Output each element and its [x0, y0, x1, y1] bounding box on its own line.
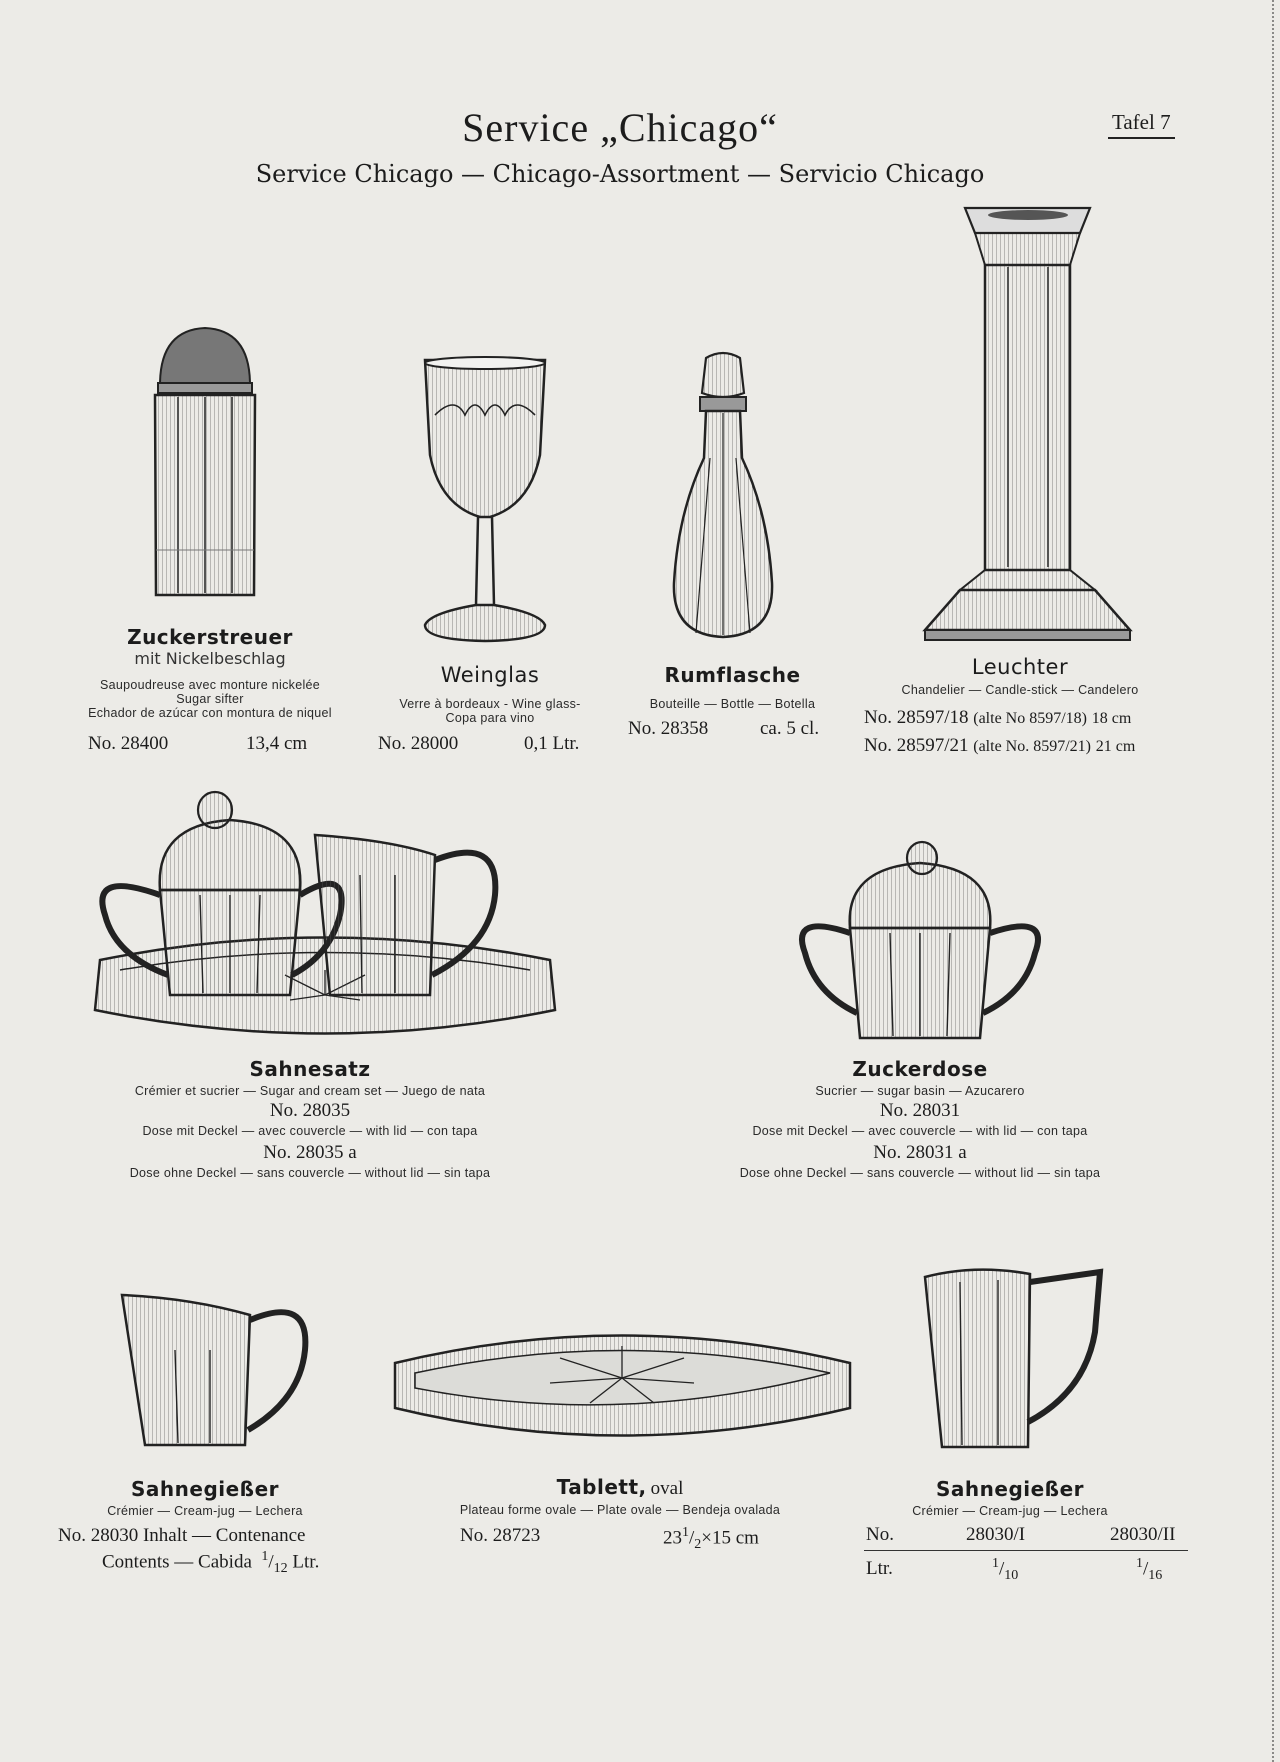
- table-value-2: $^1/_{16}$: [1136, 1556, 1163, 1584]
- item-old-number: (alte No 8597/18): [973, 710, 1087, 727]
- table-header-variant-2: 28030/II: [1110, 1524, 1176, 1545]
- item-name: Zuckerstreuer: [127, 625, 293, 649]
- fraction-denominator: 12: [273, 1561, 288, 1577]
- size-integer: 23: [663, 1527, 682, 1549]
- size-fraction-numerator: 1: [682, 1525, 689, 1540]
- item-weinglas: [370, 663, 610, 725]
- size-fraction-denominator: 2: [694, 1537, 702, 1553]
- item-name: Tablett,: [556, 1475, 647, 1499]
- item-name: Sahnesatz: [249, 1057, 371, 1081]
- table-unit: Ltr.: [866, 1558, 893, 1579]
- fraction-numerator: 1: [992, 1556, 999, 1571]
- item-number-21: [864, 735, 1135, 757]
- item-desc: Chandelier — Candle-stick — Candelero: [901, 683, 1139, 697]
- item-number: No. 28400: [88, 733, 169, 754]
- item-size: 21 cm: [1095, 738, 1136, 755]
- plate-number: Tafel 7: [1108, 110, 1175, 139]
- item-number-variant: No. 28031 a: [873, 1142, 967, 1163]
- item-sahnegiesser-1: [60, 1477, 350, 1518]
- item-contents-label: Contents — Cabida: [102, 1551, 252, 1573]
- item-desc-with-lid: Dose mit Deckel — avec couvercle — with lid — con tapa: [142, 1124, 478, 1138]
- item-size: $23^1/_2\times 15$ cm: [663, 1525, 759, 1553]
- item-name: Leuchter: [971, 655, 1069, 679]
- item-desc-without-lid: Dose ohne Deckel — sans couvercle — without lid — sin tapa: [739, 1166, 1101, 1180]
- item-old-number: (alte No. 8597/21): [973, 738, 1091, 755]
- item-rumflasche: [620, 663, 845, 711]
- item-desc: Crémier — Cream-jug — Lechera: [107, 1504, 303, 1518]
- item-subtitle: mit Nickelbeschlag: [134, 649, 286, 668]
- item-size: ca. 5 cl.: [760, 718, 820, 739]
- item-number: No. 28000: [378, 733, 459, 754]
- item-size: 18 cm: [1091, 710, 1132, 727]
- item-number: No. 28597/21: [864, 735, 969, 756]
- item-zuckerstreuer: [60, 625, 360, 720]
- item-unit: Ltr.: [292, 1551, 320, 1573]
- table-header-variant-1: 28030/I: [966, 1524, 1026, 1545]
- item-name: Zuckerdose: [852, 1057, 988, 1081]
- item-name: Weinglas: [440, 663, 540, 687]
- sugar-sifter-illustration: [150, 325, 260, 605]
- item-desc: Crémier et sucrier — Sugar and cream set — Juego de nata: [134, 1084, 486, 1098]
- item-desc-fr: Saupoudreuse avec monture nickelée: [99, 678, 321, 692]
- item-desc-without-lid: Dose ohne Deckel — sans couvercle — without lid — sin tapa: [129, 1166, 491, 1180]
- item-number: No. 28723: [460, 1525, 541, 1546]
- item-contents-line: Contents — Cabida $^1/_{12}$ Ltr.: [102, 1549, 320, 1577]
- item-sahnesatz: [90, 1057, 530, 1180]
- candlestick-illustration: [920, 205, 1135, 645]
- item-desc-es: Copa para vino: [445, 711, 535, 725]
- sugar-basin-illustration: [795, 843, 1045, 1043]
- table-header-no: No.: [866, 1524, 894, 1545]
- item-desc-es: Echador de azúcar con montura de niquel: [88, 706, 332, 720]
- item-name: Sahnegießer: [131, 1477, 279, 1501]
- item-tablett: [410, 1475, 830, 1517]
- item-desc: Plateau forme ovale — Plate ovale — Bendeja ovalada: [459, 1503, 781, 1517]
- item-sahnegiesser-2: [860, 1477, 1160, 1518]
- item-size: 13,4 cm: [246, 733, 308, 754]
- item-desc: Sucrier — sugar basin — Azucarero: [815, 1084, 1025, 1098]
- cream-jug-tall-illustration: [920, 1262, 1130, 1452]
- item-number: No. 28358: [628, 718, 709, 739]
- item-desc-fr: Verre à bordeaux - Wine glass-: [399, 697, 581, 711]
- item-name-suffix: oval: [650, 1478, 684, 1499]
- item-desc-with-lid: Dose mit Deckel — avec couvercle — with lid — con tapa: [752, 1124, 1088, 1138]
- item-name: Rumflasche: [664, 663, 801, 687]
- item-number-variant: No. 28035 a: [263, 1142, 357, 1163]
- rum-bottle-illustration: [668, 353, 778, 643]
- item-desc: Crémier — Cream-jug — Lechera: [912, 1504, 1108, 1518]
- fraction-numerator: 1: [261, 1549, 269, 1564]
- item-leuchter: [850, 655, 1190, 697]
- item-number: No. 28597/18: [864, 707, 969, 728]
- oval-tray-illustration: [390, 1318, 855, 1453]
- page-edge-perforation: [1272, 0, 1274, 1762]
- cream-and-sugar-set-illustration: [90, 795, 560, 1055]
- item-number-18: [864, 707, 1131, 729]
- item-size: 0,1 Ltr.: [524, 733, 580, 754]
- wine-glass-illustration: [420, 355, 550, 645]
- table-rule: [864, 1550, 1188, 1551]
- item-zuckerdose: [695, 1057, 1145, 1180]
- page-subtitle: Service Chicago — Chicago-Assortment — Servicio Chicago: [255, 160, 985, 188]
- size-rest: ×15 cm: [701, 1527, 759, 1549]
- fraction-denominator: 16: [1148, 1568, 1163, 1584]
- item-desc-en: Sugar sifter: [176, 692, 244, 706]
- table-value-1: $^1/_{10}$: [992, 1556, 1019, 1584]
- fraction-numerator: 1: [1136, 1556, 1143, 1571]
- fraction-denominator: 10: [1004, 1568, 1019, 1584]
- item-desc: Bouteille — Bottle — Botella: [649, 697, 816, 711]
- item-number-contents: No. 28030 Inhalt — Contenance: [58, 1525, 306, 1546]
- item-number: No. 28035: [269, 1100, 351, 1121]
- item-name: Sahnegießer: [936, 1477, 1084, 1501]
- cream-jug-small-illustration: [120, 1290, 320, 1450]
- item-number: No. 28031: [879, 1100, 961, 1121]
- page-title: Service „Chicago“: [462, 105, 778, 150]
